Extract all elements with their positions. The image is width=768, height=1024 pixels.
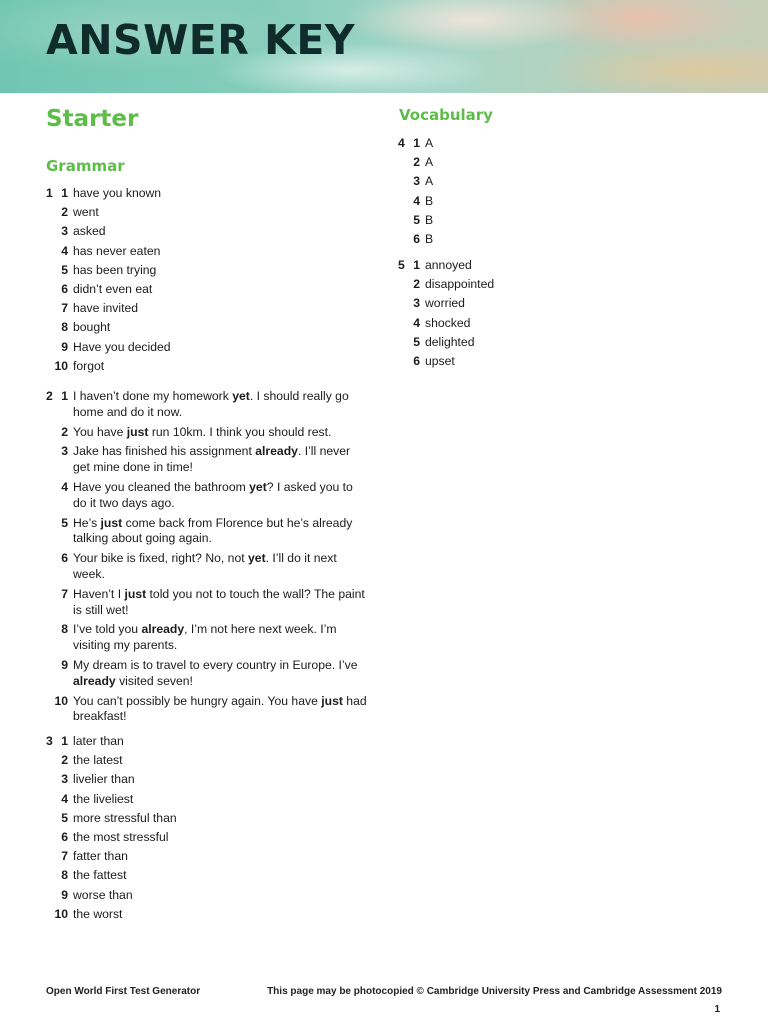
answer-keyword: just <box>124 586 147 601</box>
answer-item <box>398 232 718 248</box>
answer-fragment: come back from Florence but he’s already talking about going again. <box>73 515 353 546</box>
answer-item <box>46 301 366 317</box>
answer-fragment: My dream is to travel to every country in Europe. I’ve <box>73 657 358 672</box>
item-number: 3 <box>413 296 420 311</box>
answer-fragment: . I’ll do it next week. <box>73 551 337 581</box>
answer-text: forgot <box>73 358 105 373</box>
answer-fragment: Your bike is fixed, right? No, not <box>73 551 249 566</box>
answer-item <box>398 174 718 190</box>
answer-text: disappointed <box>425 277 495 292</box>
item-number: 4 <box>61 791 68 806</box>
answer-text: livelier than <box>73 772 135 787</box>
answer-item <box>46 772 366 788</box>
answer-text: have you known <box>73 186 162 200</box>
answer-item <box>46 888 366 904</box>
answer-keyword: already <box>141 622 185 637</box>
answer-text: the most stressful <box>73 829 169 844</box>
item-number: 6 <box>61 551 68 566</box>
answer-item <box>46 205 366 221</box>
grammar-heading: Grammar <box>46 157 125 175</box>
answer-item <box>46 907 366 923</box>
exercise-3 <box>46 734 366 926</box>
answer-item <box>46 340 366 356</box>
answer-text: the liveliest <box>73 791 134 806</box>
answer-keyword: just <box>321 693 343 708</box>
answer-text: A <box>425 174 434 189</box>
answer-fragment: visited seven! <box>115 673 193 688</box>
item-number: 6 <box>413 353 420 368</box>
answer-keyword: yet <box>248 551 266 566</box>
answer-item <box>46 587 368 619</box>
answer-fragment: Haven’t I <box>73 586 125 601</box>
item-number: 3 <box>61 444 68 459</box>
answer-text: shocked <box>425 315 471 330</box>
answer-fragment: had breakfast! <box>73 693 367 724</box>
exercise-number: 4 <box>398 136 405 150</box>
answer-item <box>46 622 368 654</box>
answer-text: B <box>425 231 434 246</box>
answer-text: upset <box>425 353 455 368</box>
item-number: 1 <box>61 734 68 748</box>
answer-text <box>73 389 368 421</box>
item-number: 4 <box>413 193 420 208</box>
answer-text: fatter than <box>73 849 128 864</box>
footer-publication: Open World First Test Generator <box>46 986 201 997</box>
answer-text <box>73 551 368 583</box>
exercise-2 <box>46 389 368 729</box>
answer-text <box>73 587 368 619</box>
answer-text: annoyed <box>425 258 472 272</box>
item-number: 5 <box>61 810 68 825</box>
answer-text: Have you decided <box>73 339 171 354</box>
answer-item <box>46 244 366 260</box>
answer-text <box>73 480 368 512</box>
item-number: 8 <box>61 868 68 883</box>
item-number: 8 <box>61 320 68 335</box>
answer-text: delighted <box>425 334 475 349</box>
item-number: 6 <box>413 231 420 246</box>
answer-text: went <box>73 205 99 220</box>
item-number: 1 <box>61 186 68 200</box>
item-number: 9 <box>61 657 68 672</box>
exercise-5 <box>398 258 718 373</box>
answer-fragment: He’s <box>73 515 101 530</box>
exercise-1 <box>46 186 366 378</box>
answer-fragment: You have <box>73 424 127 439</box>
answer-fragment: . I should really go home and do it now. <box>73 389 349 419</box>
answer-fragment: You can’t possibly be hungry again. You have <box>73 693 322 708</box>
answer-keyword: yet <box>249 479 267 494</box>
page-number: 1 <box>714 1004 720 1015</box>
answer-fragment: ? I asked you to do it two days ago. <box>73 479 353 510</box>
answer-item <box>398 335 718 351</box>
item-number: 9 <box>61 339 68 354</box>
item-number: 10 <box>54 358 68 373</box>
answer-text: have invited <box>73 301 139 316</box>
answer-fragment: I’ve told you <box>73 622 142 637</box>
answer-fragment: Jake has finished his assignment <box>73 444 256 459</box>
exercise-number: 2 <box>46 389 53 403</box>
item-number: 9 <box>61 887 68 902</box>
answer-text: bought <box>73 320 111 335</box>
answer-item <box>46 734 366 750</box>
answer-item <box>398 296 718 312</box>
answer-item <box>46 830 366 846</box>
answer-keyword: yet <box>232 389 250 403</box>
answer-item <box>46 359 366 375</box>
answer-item <box>46 694 368 726</box>
item-number: 1 <box>61 389 68 403</box>
item-number: 5 <box>413 212 420 227</box>
item-number: 6 <box>61 281 68 296</box>
answer-text: asked <box>73 224 106 239</box>
answer-text: the latest <box>73 753 123 768</box>
page-title: ANSWER KEY <box>46 16 356 64</box>
answer-keyword: already <box>255 444 298 459</box>
answer-item <box>46 480 368 512</box>
item-number: 1 <box>413 258 420 272</box>
answer-fragment: Have you cleaned the bathroom <box>73 479 250 494</box>
answer-item <box>46 516 368 548</box>
item-number: 7 <box>61 301 68 316</box>
answer-item <box>46 282 366 298</box>
answer-item <box>46 753 366 769</box>
answer-text: worse than <box>73 887 133 902</box>
answer-text <box>73 694 368 726</box>
answer-item <box>398 258 718 274</box>
item-number: 4 <box>413 315 420 330</box>
answer-text <box>73 444 368 476</box>
answer-text: A <box>425 136 434 150</box>
answer-text: worried <box>425 296 465 311</box>
answer-fragment: , I’m not here next week. I’m visiting my parents. <box>73 622 337 653</box>
answer-text <box>73 658 368 690</box>
item-number: 5 <box>61 515 68 530</box>
item-number: 10 <box>54 906 68 921</box>
answer-item <box>398 277 718 293</box>
answer-item <box>46 658 368 690</box>
answer-item <box>398 136 718 152</box>
exercise-number: 3 <box>46 734 53 748</box>
footer-copyright: This page may be photocopied © Cambridge University Press and Cambridge Assessment 2019 <box>267 986 722 997</box>
answer-text: A <box>425 155 434 170</box>
answer-item <box>46 868 366 884</box>
item-number: 1 <box>413 136 420 150</box>
answer-text: B <box>425 212 434 227</box>
item-number: 10 <box>54 693 68 708</box>
answer-keyword: just <box>126 424 149 439</box>
answer-fragment: run 10km. I think you should rest. <box>148 424 332 439</box>
answer-text: has been trying <box>73 262 157 277</box>
item-number: 2 <box>61 424 68 439</box>
answer-text <box>73 425 368 441</box>
answer-text: has never eaten <box>73 243 161 258</box>
answer-item <box>46 811 366 827</box>
item-number: 2 <box>413 277 420 292</box>
answer-text: didn’t even eat <box>73 281 153 296</box>
item-number: 8 <box>61 622 68 637</box>
answer-keyword: just <box>100 515 123 530</box>
item-number: 7 <box>61 586 68 601</box>
exercise-4 <box>398 136 718 251</box>
item-number: 4 <box>61 243 68 258</box>
header-banner <box>0 0 768 93</box>
item-number: 2 <box>61 753 68 768</box>
answer-text: more stressful than <box>73 810 177 825</box>
item-number: 2 <box>61 205 68 220</box>
answer-item <box>46 186 366 202</box>
answer-item <box>46 320 366 336</box>
answer-text <box>73 622 368 654</box>
answer-item <box>46 849 366 865</box>
answer-item <box>46 425 368 441</box>
answer-item <box>46 263 366 279</box>
answer-text: B <box>425 193 434 208</box>
answer-item <box>46 224 366 240</box>
item-number: 7 <box>61 849 68 864</box>
exercise-number: 1 <box>46 186 53 200</box>
answer-item <box>398 194 718 210</box>
item-number: 3 <box>413 174 420 189</box>
answer-item <box>46 792 366 808</box>
exercise-number: 5 <box>398 258 405 272</box>
answer-item <box>398 316 718 332</box>
item-number: 5 <box>61 262 68 277</box>
answer-item <box>398 213 718 229</box>
answer-item <box>398 354 718 370</box>
item-number: 3 <box>61 772 68 787</box>
section-title: Starter <box>46 106 139 132</box>
item-number: 2 <box>413 155 420 170</box>
answer-item <box>46 444 368 476</box>
vocabulary-heading: Vocabulary <box>399 106 493 124</box>
answer-keyword: already <box>73 673 116 688</box>
answer-item <box>46 389 368 421</box>
answer-text: later than <box>73 734 124 748</box>
answer-item <box>46 551 368 583</box>
answer-text <box>73 516 368 548</box>
answer-text: the fattest <box>73 868 127 883</box>
item-number: 4 <box>61 479 68 494</box>
answer-text: the worst <box>73 906 123 921</box>
item-number: 6 <box>61 829 68 844</box>
answer-item <box>398 155 718 171</box>
item-number: 5 <box>413 334 420 349</box>
item-number: 3 <box>61 224 68 239</box>
answer-fragment: told you not to touch the wall? The paint is still wet! <box>73 586 365 617</box>
answer-fragment: . I’ll never get mine done in time! <box>73 444 351 475</box>
answer-fragment: I haven’t done my homework <box>73 389 233 403</box>
